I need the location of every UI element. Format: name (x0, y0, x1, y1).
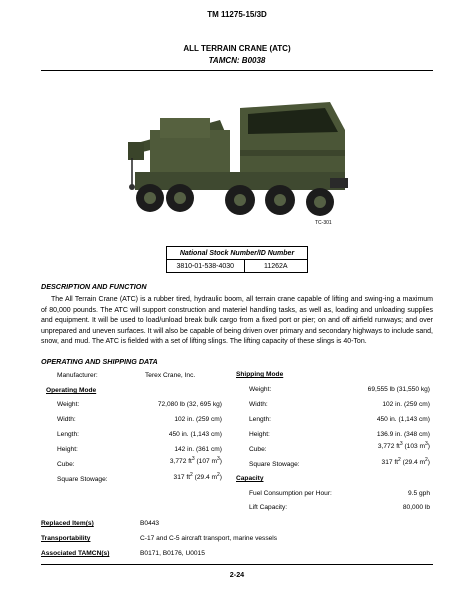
nsn-value: 3810-01-538-4030 (167, 260, 245, 273)
photo-caption: TC-301 (315, 220, 332, 226)
sh-height-label: Height: (249, 431, 270, 438)
description-body: The All Terrain Crane (ATC) is a rubber tired, hydraulic boom, all terrain crane capable of lifting and swing-ing a maximum of 80,000 pounds. The ATC will support construction and materiel handling tasks, as well as, loading and unloading supplies and equipment. It will be used to load/unload break bulk cargo from a fixed port or pier; on and off airfield runways; and over unprepared and uneven surfaces. It will also be capable of being driven over primary and secondary highways to include sand, snow, and mud. The ATC is fielded with a set of lifting slings. The lifting capacity of these slings is 40-Ton. (41, 296, 433, 346)
nsn-table (166, 246, 308, 273)
sh-weight-value: 69,555 lb (31,550 kg) (367, 386, 430, 393)
tamcn-label: TAMCN: B0038 (208, 56, 266, 65)
footer-rule (41, 564, 433, 565)
fuel-label: Fuel Consumption per Hour: (249, 490, 332, 497)
sh-cube-label: Cube: (249, 446, 267, 453)
op-square-stowage-label: Square Stowage: (57, 476, 108, 483)
manufacturer-value: Terex Crane, Inc. (145, 372, 196, 379)
description-text (41, 295, 433, 348)
sh-length-value: 450 in. (1,143 cm) (376, 416, 430, 423)
op-length-label: Length: (57, 431, 79, 438)
replaced-items-value: B0443 (140, 520, 160, 527)
description-heading: DESCRIPTION AND FUNCTION (41, 282, 147, 291)
crane-photo (120, 90, 355, 230)
op-height-value: 142 in. (361 cm) (174, 446, 222, 453)
nsn-table-header: National Stock Number/ID Number (167, 247, 308, 260)
transportability-value: C-17 and C-5 aircraft transport, marine vessels (140, 535, 278, 542)
op-height-label: Height: (57, 446, 78, 453)
op-weight-value: 72,080 lb (32, 695 kg) (157, 401, 222, 408)
operating-heading: OPERATING AND SHIPPING DATA (41, 357, 158, 366)
associated-tamcn-label: Associated TAMCN(s) (41, 550, 110, 557)
shipping-mode-heading: Shipping Mode (236, 371, 284, 378)
page-title: ALL TERRAIN CRANE (ATC) (183, 44, 291, 53)
sh-width-value: 102 in. (259 cm) (382, 401, 430, 408)
lift-value: 80,000 lb (402, 504, 430, 511)
sh-square-stowage-value: 317 $ft^2$ (29.4 $m^2$) (381, 456, 430, 466)
sh-cube-value: 3,772 $ft^3$ (103 $m^3$) (377, 440, 430, 450)
associated-tamcn-value: B0171, B0176, U0015 (140, 550, 205, 557)
doc-number: TM 11275-15/3D (207, 10, 267, 19)
sh-height-value: 136.9 in. (348 cm) (376, 431, 430, 438)
op-square-stowage-value: 317 $ft^2$ (29.4 $m^2$) (173, 471, 222, 481)
header-rule (41, 70, 433, 71)
transportability-label: Transportability (41, 535, 91, 542)
sh-width-label: Width: (249, 401, 268, 408)
op-width-label: Width: (57, 416, 76, 423)
manufacturer-label: Manufacturer: (57, 372, 98, 379)
sh-length-label: Length: (249, 416, 271, 423)
id-value: 11262A (244, 260, 307, 273)
sh-weight-label: Weight: (249, 386, 272, 393)
op-width-value: 102 in. (259 cm) (174, 416, 222, 423)
lift-label: Lift Capacity: (249, 504, 288, 511)
operating-mode-heading: Operating Mode (46, 387, 97, 394)
sh-square-stowage-label: Square Stowage: (249, 461, 300, 468)
capacity-heading: Capacity (236, 475, 264, 482)
replaced-items-label: Replaced Item(s) (41, 520, 94, 527)
op-cube-label: Cube: (57, 461, 75, 468)
page-number: 2-24 (229, 570, 245, 579)
fuel-value: 9.5 gph (408, 490, 430, 497)
op-length-value: 450 in. (1,143 cm) (168, 431, 222, 438)
op-cube-value: 3,772 $ft^3$ (107 $m^3$) (169, 455, 222, 465)
op-weight-label: Weight: (57, 401, 80, 408)
